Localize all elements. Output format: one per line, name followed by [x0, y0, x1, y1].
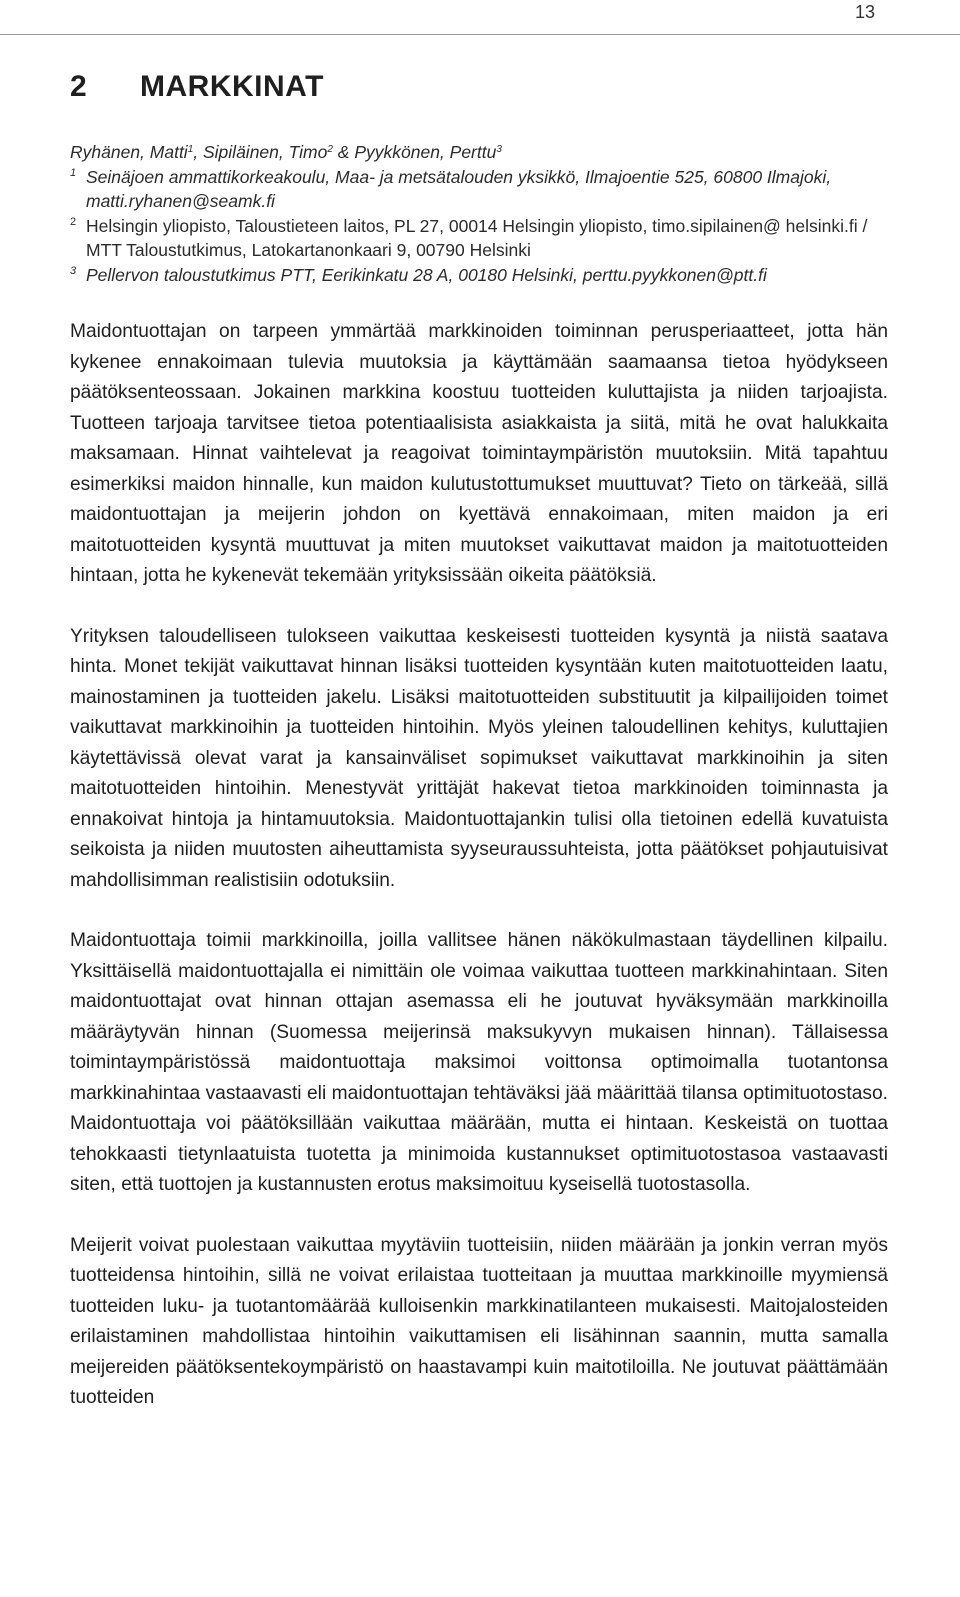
author-ref: 1: [187, 144, 194, 155]
affiliation: [70, 263, 888, 288]
chapter-number: 2: [70, 70, 88, 103]
author-ref: 3: [496, 144, 502, 155]
affiliation: [70, 214, 888, 263]
affiliation-number: 3: [70, 264, 77, 277]
body-paragraph: Meijerit voivat puolestaan vaikuttaa myytäviin tuotteisiin, niiden määrään ja jonkin verran myös tuotteidensa hintoihin, sillä ne voivat erilaistaa tuotteitaan ja muuttaa markkinoille myymiensä tuotteiden luku- ja tuotantomäärää kulloisenkin markkinatilanteen mukaisesti. Maitojalosteiden erilaistaminen mahdollistaa hintoihin vaikuttamisen eli lisähinnan saannin, mutta samalla meijereiden päätöksentekoympäristö on haastavampi kuin maitotiloilla. Ne joutuvat päättämään tuotteiden: [70, 1234, 888, 1408]
body-paragraph: Yrityksen taloudelliseen tulokseen vaikuttaa keskeisesti tuotteiden kysyntä ja niistä saatava hinta. Monet tekijät vaikuttavat hinnan lisäksi tuotteiden kysyntään kuten maitotuotteiden laatu, mainostaminen ja tuotteiden jakelu. Lisäksi maitotuotteiden substituutit ja kilpailijoiden toimet vaikuttavat markkinoihin ja tuotteiden hintoihin. Myös yleinen taloudellinen kehitys, kuluttajien käytettävissä olevat varat ja kansainväliset sopimukset vaikuttavat markkinoihin ja siten maitotuotteiden hintoihin. Menestyvät yrittäjät hakevat tietoa markkinoiden toiminnasta ja ennakoivat hintoja ja hintamuutoksia. Maidontuottajankin tulisi olla tietoinen edellä kuvatuista seikoista ja niiden muutosten aiheuttamista syyseuraussuhteista, jotta päätökset pohjautuisivat mahdollisimman realistisiin odotuksiin.: [70, 625, 888, 891]
page-content: [70, 70, 888, 1444]
author-name: Sipiläinen, Timo: [203, 142, 328, 162]
affiliation-text: Pellervon taloustutkimus PTT, Eerikinkatu 28 A, 00180 Helsinki, perttu.pyykkonen@ptt.fi: [86, 264, 767, 285]
author-name: Pyykkönen, Perttu: [354, 142, 497, 162]
author-separator: ,: [193, 142, 203, 162]
affiliation: [70, 165, 888, 214]
chapter-title: MARKKINAT: [140, 70, 324, 103]
affiliation-number: 2: [70, 215, 77, 228]
author-ref: 2: [327, 144, 333, 155]
body-paragraph: Maidontuottaja toimii markkinoilla, joilla vallitsee hänen näkökulmastaan täydellinen kilpailu. Yksittäisellä maidontuottajalla ei nimittäin ole voimaa vaikuttaa tuotteen markkinahintaan. Siten maidontuottajat ovat hinnan ottajan asemassa eli he joutuvat hyväksymään markkinoilla määräytyvän hinnan (Suomessa meijerinsä maksukyvyn mukaisen hinnan). Tällaisessa toimintaympäristössä maidontuottaja maksimoi voittonsa optimoimalla tuotantonsa markkinahintaa vastaavasti eli maidontuottajan tehtäväksi jää määrittää tilansa optimituotostaso. Maidontuottaja voi päätöksillään vaikuttaa määrään, mutta ei hintaan. Keskeistä on tuottaa tehokkaasti tietynlaatuista tuotetta ja minimoida kustannukset optimituotostasoa vastaavasti siten, että tuottojen ja kustannusten erotus maksimoituu kyseisellä tuotostasolla.: [70, 930, 888, 1195]
author-line: [70, 140, 888, 165]
body-paragraph: Maidontuottajan on tarpeen ymmärtää markkinoiden toiminnan perusperiaatteet, jotta hän kykenee ennakoimaan tulevia muutoksia ja käyttämään saamaansa tietoa hyödykseen päätöksenteossaan. Jokainen markkina koostuu tuotteiden kuluttajista ja niiden tarjoajista. Tuotteen tarjoaja tarvitsee tietoa potentiaalisista asiakkaista ja siitä, mitä he ovat halukkaita maksamaan. Hinnat vaihtelevat ja reagoivat toimintaympäristön muutoksiin. Mitä tapahtuu esimerkiksi maidon hinnalle, kun maidon kulutustottumukset muuttuvat? Tieto on tärkeää, sillä maidontuottajan ja meijerin johdon on kyettävä ennakoimaan, miten maidon ja eri maitotuotteiden kysyntä muuttuvat ja miten muutokset vaikuttavat maidon ja maitotuotteiden hintaan, jotta he kykenevät tekemään yrityksissään oikeita päätöksiä.: [70, 321, 888, 586]
author-name: Ryhänen, Matti: [70, 142, 188, 162]
affiliation-text: Helsingin yliopisto, Taloustieteen laitos, PL 27, 00014 Helsingin yliopisto, timo.sipilainen@ helsinki.fi / MTT Taloustutkimus, Latokartanonkaari 9, 00790 Helsinki: [86, 215, 868, 260]
affiliation-text: Seinäjoen ammattikorkeakoulu, Maa- ja metsätalouden yksikkö, Ilmajoentie 525, 60800 Ilmajoki, matti.ryhanen@seamk.fi: [86, 166, 832, 211]
header-rule: [0, 34, 960, 35]
page-number: 13: [854, 2, 875, 22]
author-separator: &: [332, 142, 355, 162]
affiliation-number: 1: [70, 166, 77, 179]
body-text: [70, 317, 888, 1414]
chapter-heading: [70, 70, 888, 104]
